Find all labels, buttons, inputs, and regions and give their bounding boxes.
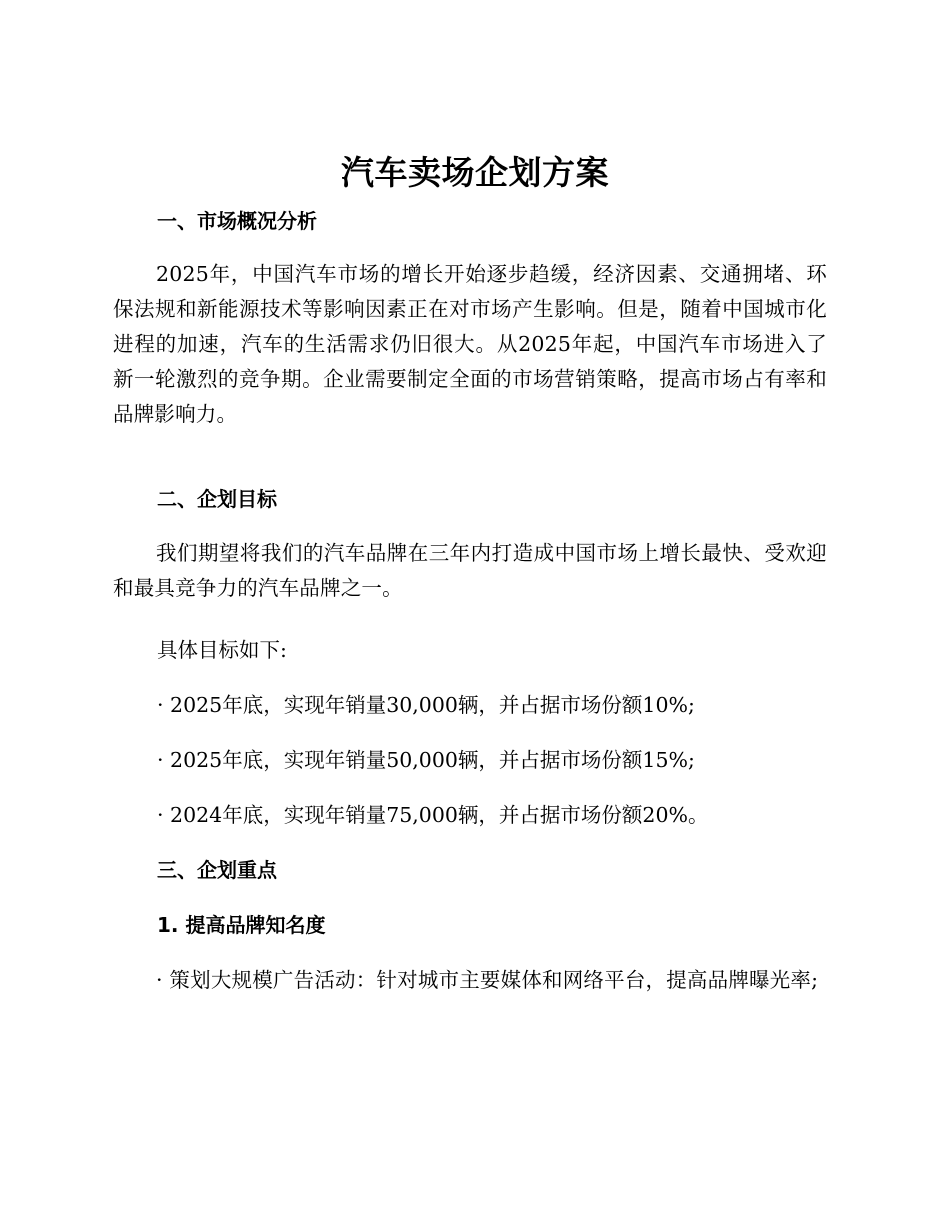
target-item-2: · 2025年底，实现年销量50,000辆，并占据市场份额15%;: [157, 748, 695, 772]
section-3-subheading: 1. 提高品牌知名度: [157, 913, 326, 937]
section-1-paragraph: 2025年，中国汽车市场的增长开始逐步趋缓，经济因素、交通拥堵、环保法规和新能源技术等影响因素正在对市场产生影响。但是，随着中国城市化进程的加速，汽车的生活需求仍旧很大。从2025年起，中国汽车市场进入了新一轮激烈的竞争期。企业需要制定全面的市场营销策略，提高市场占有率和品牌影响力。: [113, 262, 827, 426]
target-item-1: · 2025年底，实现年销量30,000辆，并占据市场份额10%;: [157, 693, 695, 717]
target-item-3: · 2024年底，实现年销量75,000辆，并占据市场份额20%。: [157, 803, 709, 827]
targets-intro: 具体目标如下:: [157, 638, 287, 662]
section-1-heading: 一、市场概况分析: [157, 209, 317, 233]
section-3-heading: 三、企划重点: [157, 858, 277, 882]
section-3-paragraph: · 策划大规模广告活动：针对城市主要媒体和网络平台，提高品牌曝光率;: [156, 968, 819, 992]
section-2-heading: 二、企划目标: [157, 487, 277, 511]
section-2-paragraph: 我们期望将我们的汽车品牌在三年内打造成中国市场上增长最快、受欢迎和最具竞争力的汽车品牌之一。: [113, 541, 827, 600]
document-title: 汽车卖场企划方案: [341, 153, 609, 192]
